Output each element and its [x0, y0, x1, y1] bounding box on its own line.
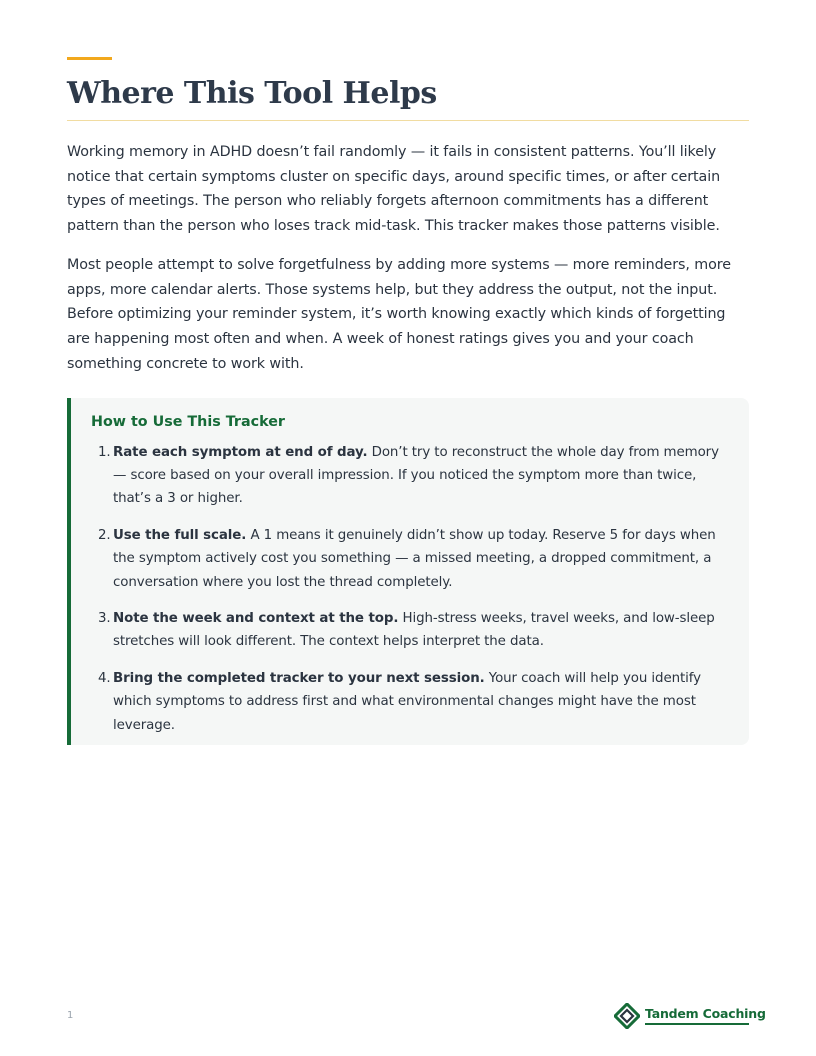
diamond-logo-icon: [614, 1003, 640, 1029]
step-lead: Bring the completed tracker to your next session.: [113, 671, 485, 687]
instruction-step: [98, 607, 733, 653]
title-accent-bar: [67, 57, 112, 60]
step-number: 3.: [98, 611, 111, 627]
instruction-step: [98, 441, 733, 511]
brand-underline: [645, 1023, 749, 1025]
how-to-use-callout: [67, 398, 749, 745]
brand-logo: [614, 1003, 766, 1029]
step-text: Don’t try to reconstruct the whole day from memory — score based on your overall impression. If you noticed the symptom more than twice, that’s a 3 or higher.: [113, 445, 719, 507]
step-number: 1.: [98, 445, 111, 460]
instructions-list: [98, 441, 733, 750]
instruction-step: [98, 524, 733, 594]
step-number: 2.: [98, 528, 111, 544]
systems-paragraph: Most people attempt to solve forgetfulness by adding more systems — more reminders, more apps, more calendar alerts. Those systems help, but they address the output, not the input. Before optimizing your reminder system, it’s worth knowing exactly which kinds of forgetting are happening most often and when. A week of honest ratings gives you and your coach something concrete to work with.: [67, 257, 731, 372]
step-number: 4.: [98, 671, 111, 687]
title-divider: [67, 120, 749, 121]
instruction-step: [98, 667, 733, 737]
step-lead: Use the full scale.: [113, 528, 247, 544]
page-title: Where This Tool Helps: [67, 76, 437, 111]
step-lead: Note the week and context at the top.: [113, 611, 399, 627]
callout-title: How to Use This Tracker: [91, 414, 285, 430]
step-text: Your coach will help you identify which symptoms to address first and what environmental changes might have the most leverage.: [113, 671, 701, 733]
brand-name: Tandem Coaching: [645, 1006, 766, 1021]
step-text: High-stress weeks, travel weeks, and low-sleep stretches will look different. The context helps interpret the data.: [113, 611, 715, 650]
intro-paragraph: Working memory in ADHD doesn’t fail randomly — it fails in consistent patterns. You’ll likely notice that certain symptoms cluster on specific days, around specific times, or after certain types of meetings. The person who reliably forgets afternoon commitments has a different pattern than the person who loses track mid-task. This tracker makes those patterns visible.: [67, 144, 721, 235]
step-text: A 1 means it genuinely didn’t show up today. Reserve 5 for days when the symptom actively cost you something — a missed meeting, a dropped commitment, a conversation where you lost the thread completely.: [113, 528, 716, 590]
step-lead: Rate each symptom at end of day.: [113, 445, 368, 460]
page-number: 1: [67, 1010, 74, 1021]
